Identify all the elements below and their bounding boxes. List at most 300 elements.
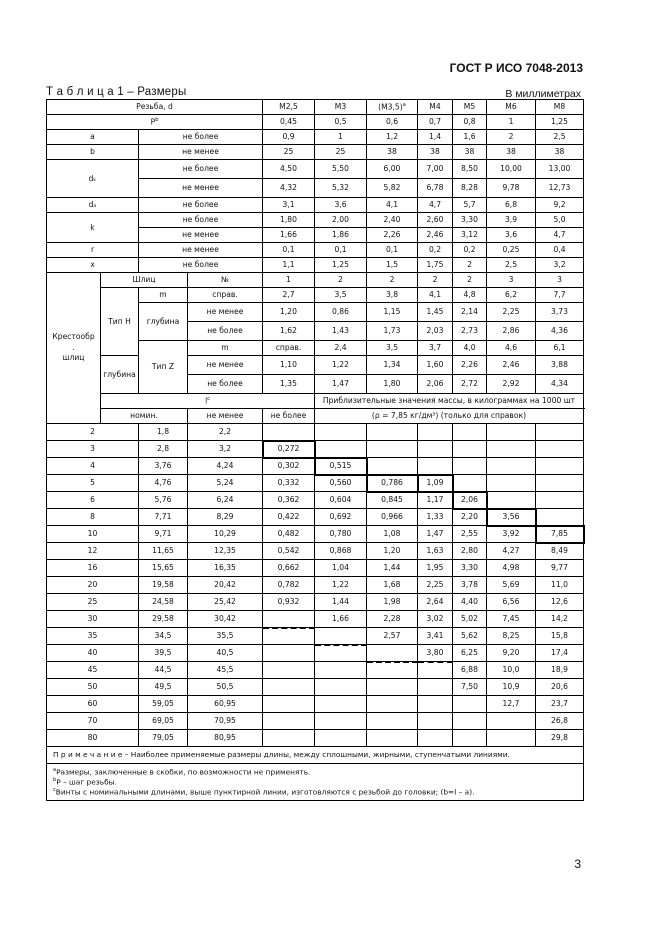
mass-cell: 18,9 <box>536 662 584 679</box>
z-dmin-cell: 1,22 <box>315 356 367 375</box>
limit-label: не более <box>139 213 263 228</box>
k-max-row <box>47 213 584 228</box>
footnote-mark: a <box>53 766 57 773</box>
pitch-cell: 0,5 <box>315 115 367 130</box>
mass-cell: 15,8 <box>536 628 584 645</box>
mass-cell: 29,8 <box>536 730 584 747</box>
length-max: 70,95 <box>188 713 263 730</box>
mass-cell: 0,868 <box>315 543 367 560</box>
b-cell: 38 <box>536 145 584 160</box>
length-nominal: 16 <box>47 560 139 577</box>
k-min-cell: 3,6 <box>487 228 536 243</box>
mass-cell <box>315 424 367 441</box>
length-nominal: 10 <box>47 526 139 543</box>
x-cell: 1,1 <box>263 258 315 273</box>
mass-cell: 2,64 <box>418 594 453 611</box>
mass-cell: 10,0 <box>487 662 536 679</box>
x-cell: 1,75 <box>418 258 453 273</box>
z-dmax-cell: 1,47 <box>315 375 367 394</box>
x-cell: 2 <box>453 258 487 273</box>
z-m-cell: 3,7 <box>418 341 453 356</box>
mass-cell <box>536 441 584 458</box>
mass-cell: 9,77 <box>536 560 584 577</box>
mass-cell <box>315 645 367 662</box>
h-dmax-cell: 2,86 <box>487 322 536 341</box>
h-dmax-cell: 4,36 <box>536 322 584 341</box>
mass-cell <box>453 475 487 492</box>
mass-cell: 2,80 <box>453 543 487 560</box>
thread-row <box>47 100 584 115</box>
mass-cell: 0,422 <box>263 509 315 526</box>
length-max: 16,35 <box>188 560 263 577</box>
standard-header: ГОСТ Р ИСО 7048-2013 <box>449 61 583 75</box>
x-row <box>47 258 584 273</box>
k-max-cell: 2,00 <box>315 213 367 228</box>
ref-label: справ. <box>263 341 315 356</box>
mass-cell: 0,560 <box>315 475 367 492</box>
a-cell: 2,5 <box>536 130 584 145</box>
mass-cell: 2,57 <box>367 628 418 645</box>
k-min-cell: 2,46 <box>418 228 453 243</box>
h-dmin-cell: 1,20 <box>263 303 315 322</box>
mass-caption-2: (ρ = 7,85 кг/дм³) (только для справок) <box>315 409 584 424</box>
length-max: 30,42 <box>188 611 263 628</box>
mass-cell: 0,932 <box>263 594 315 611</box>
a-cell: 2 <box>487 130 536 145</box>
length-nominal: 3 <box>47 441 139 458</box>
dk-min-cell: 4,32 <box>263 179 315 198</box>
mass-cell <box>367 662 418 679</box>
length-row <box>47 713 584 730</box>
mass-cell: 0,542 <box>263 543 315 560</box>
k-max-cell: 3,9 <box>487 213 536 228</box>
z-depth-min-row <box>47 356 584 375</box>
length-row <box>47 577 584 594</box>
pitch-cell: 0,8 <box>453 115 487 130</box>
limit-label: не менее <box>139 228 263 243</box>
mass-cell: 3,41 <box>418 628 453 645</box>
z-dmax-cell: 1,35 <box>263 375 315 394</box>
m-label: m <box>139 288 188 303</box>
mass-cell: 0,966 <box>367 509 418 526</box>
r-row <box>47 243 584 258</box>
length-row <box>47 628 584 645</box>
length-row <box>47 560 584 577</box>
mass-cell <box>487 492 536 509</box>
mass-cell: 9,20 <box>487 645 536 662</box>
mass-cell: 0,332 <box>263 475 315 492</box>
length-row <box>47 458 584 475</box>
length-max: 10,29 <box>188 526 263 543</box>
mass-caption: Приблизительные значения массы, в килограммах на 1000 шт <box>315 394 584 409</box>
nominal-label: номин. <box>101 409 188 424</box>
z-dmin-cell: 1,10 <box>263 356 315 375</box>
mass-cell <box>453 730 487 747</box>
r-cell: 0,1 <box>367 243 418 258</box>
footnotes <box>47 763 584 800</box>
length-row <box>47 509 584 526</box>
limit-label: не менее <box>188 409 263 424</box>
limit-label: не более <box>263 409 315 424</box>
length-nominal: 80 <box>47 730 139 747</box>
ds-cell: 4,7 <box>418 198 453 213</box>
length-nominal: 30 <box>47 611 139 628</box>
length-max: 80,95 <box>188 730 263 747</box>
mass-cell: 2,20 <box>453 509 487 526</box>
length-max: 5,24 <box>188 475 263 492</box>
length-nominal: 60 <box>47 696 139 713</box>
z-dmax-cell: 1,80 <box>367 375 418 394</box>
mass-cell: 1,44 <box>367 560 418 577</box>
mass-cell <box>418 424 453 441</box>
mass-cell: 26,8 <box>536 713 584 730</box>
h-m-row <box>47 288 584 303</box>
limit-label: не более <box>188 375 263 394</box>
thread-cell <box>367 100 418 115</box>
mass-cell: 3,30 <box>453 560 487 577</box>
h-m-cell: 7,7 <box>536 288 584 303</box>
limit-label: не более <box>139 198 263 213</box>
x-cell: 2,5 <box>487 258 536 273</box>
thread-cell-text: (M3,5) <box>378 102 403 112</box>
mass-cell: 0,302 <box>263 458 315 475</box>
dk-max-cell: 8,50 <box>453 160 487 179</box>
h-dmax-cell: 1,43 <box>315 322 367 341</box>
mass-cell <box>536 475 584 492</box>
dk-max-row <box>47 160 584 179</box>
length-max: 60,95 <box>188 696 263 713</box>
h-dmin-cell: 2,25 <box>487 303 536 322</box>
a-cell: 1,4 <box>418 130 453 145</box>
mass-cell: 0,780 <box>315 526 367 543</box>
mass-cell: 20,6 <box>536 679 584 696</box>
mass-cell <box>263 713 315 730</box>
ds-row <box>47 198 584 213</box>
table-body <box>47 100 584 801</box>
slot-no-label: № <box>188 273 263 288</box>
note-row <box>47 747 584 764</box>
mass-cell <box>367 679 418 696</box>
length-min: 59,05 <box>139 696 188 713</box>
mass-cell <box>263 611 315 628</box>
footnote-mark: c <box>53 786 56 793</box>
mass-cell: 4,27 <box>487 543 536 560</box>
mass-cell <box>453 696 487 713</box>
mass-cell <box>418 696 453 713</box>
dk-min-cell: 5,32 <box>315 179 367 198</box>
footnote-a <box>53 767 577 777</box>
mass-cell: 23,7 <box>536 696 584 713</box>
z-dmin-cell: 1,34 <box>367 356 418 375</box>
mass-cell: 6,88 <box>453 662 487 679</box>
mass-cell: 0,362 <box>263 492 315 509</box>
cross-slot-line3: шлиц <box>62 353 85 363</box>
thread-cell: M2,5 <box>263 100 315 115</box>
k-max-cell: 5,0 <box>536 213 584 228</box>
mass-cell <box>487 475 536 492</box>
b-row <box>47 145 584 160</box>
mass-cell <box>453 441 487 458</box>
mass-cell <box>487 713 536 730</box>
thread-cell: M5 <box>453 100 487 115</box>
z-m-cell: 3,5 <box>367 341 418 356</box>
ds-cell: 6,8 <box>487 198 536 213</box>
limit-label: не менее <box>139 179 263 198</box>
mass-cell: 7,50 <box>453 679 487 696</box>
length-row <box>47 492 584 509</box>
length-min: 5,76 <box>139 492 188 509</box>
mass-cell: 0,662 <box>263 560 315 577</box>
mass-cell <box>367 458 418 475</box>
length-max: 40,5 <box>188 645 263 662</box>
length-nominal: 40 <box>47 645 139 662</box>
mass-cell <box>453 424 487 441</box>
mass-cell: 1,68 <box>367 577 418 594</box>
h-m-cell: 3,5 <box>315 288 367 303</box>
footnote-c <box>53 787 577 797</box>
z-dmax-cell: 2,72 <box>453 375 487 394</box>
r-cell: 0,1 <box>263 243 315 258</box>
k-max-cell: 2,40 <box>367 213 418 228</box>
dk-max-cell: 7,00 <box>418 160 453 179</box>
length-max: 20,42 <box>188 577 263 594</box>
mass-cell: 3,02 <box>418 611 453 628</box>
length-row <box>47 730 584 747</box>
a-cell: 1,6 <box>453 130 487 145</box>
mass-cell: 11,0 <box>536 577 584 594</box>
slot-no-cell: 2 <box>367 273 418 288</box>
dk-min-cell: 6,78 <box>418 179 453 198</box>
z-m-cell: 2,4 <box>315 341 367 356</box>
length-nominal: 50 <box>47 679 139 696</box>
cross-slot-line1: Крестообр <box>52 332 95 342</box>
mass-cell: 1,08 <box>367 526 418 543</box>
mass-cell <box>315 662 367 679</box>
length-nominal: 5 <box>47 475 139 492</box>
a-label: a <box>47 130 139 145</box>
length-min: 4,76 <box>139 475 188 492</box>
length-row <box>47 611 584 628</box>
cross-slot-line2: . <box>72 342 75 352</box>
h-dmin-cell: 1,15 <box>367 303 418 322</box>
mass-cell <box>263 662 315 679</box>
length-row <box>47 526 584 543</box>
mass-cell: 1,04 <box>315 560 367 577</box>
mass-cell: 1,33 <box>418 509 453 526</box>
mass-cell <box>536 492 584 509</box>
type-h-label: Тип H <box>101 288 139 356</box>
r-label: r <box>47 243 139 258</box>
mass-cell <box>367 645 418 662</box>
length-min: 15,65 <box>139 560 188 577</box>
mass-cell <box>418 662 453 679</box>
type-z-label: Тип Z <box>139 341 188 394</box>
limit-label: не менее <box>188 303 263 322</box>
pitch-row <box>47 115 584 130</box>
mass-cell <box>487 730 536 747</box>
length-max: 2,2 <box>188 424 263 441</box>
mass-cell <box>453 713 487 730</box>
mass-cell: 10,9 <box>487 679 536 696</box>
note-main: П р и м е ч а н и е – Наиболее применяемые размеры длины, между сплошными, жирными, ступенчатыми линиями. <box>47 747 584 764</box>
h-dmax-cell: 2,73 <box>453 322 487 341</box>
z-m-cell: 6,1 <box>536 341 584 356</box>
dk-min-cell: 9,78 <box>487 179 536 198</box>
mass-cell: 12,7 <box>487 696 536 713</box>
mass-cell: 2,25 <box>418 577 453 594</box>
x-cell: 3,2 <box>536 258 584 273</box>
length-min: 39,5 <box>139 645 188 662</box>
m-label: m <box>188 341 263 356</box>
footnote-mark: c <box>207 395 210 402</box>
mass-cell <box>367 730 418 747</box>
length-nominal: 12 <box>47 543 139 560</box>
r-cell: 0,2 <box>418 243 453 258</box>
b-cell: 38 <box>487 145 536 160</box>
slot-no-cell: 3 <box>536 273 584 288</box>
mass-cell: 3,56 <box>487 509 536 526</box>
length-max: 45,5 <box>188 662 263 679</box>
z-dmin-cell: 1,60 <box>418 356 453 375</box>
mass-cell <box>453 458 487 475</box>
dk-max-cell: 6,00 <box>367 160 418 179</box>
mass-cell <box>315 713 367 730</box>
dk-max-cell: 4,50 <box>263 160 315 179</box>
k-label: k <box>47 213 139 243</box>
b-cell: 38 <box>418 145 453 160</box>
mass-cell: 0,482 <box>263 526 315 543</box>
r-cell: 0,2 <box>453 243 487 258</box>
length-label <box>101 394 315 409</box>
mass-cell: 4,40 <box>453 594 487 611</box>
footnote-text: Размеры, заключенные в скобки, по возможности не применять. <box>56 767 311 777</box>
mass-cell: 0,604 <box>315 492 367 509</box>
depth-label: глубина <box>101 356 139 394</box>
pitch-cell: 0,7 <box>418 115 453 130</box>
pitch-cell: 0,6 <box>367 115 418 130</box>
mass-cell <box>487 458 536 475</box>
length-min: 34,5 <box>139 628 188 645</box>
dk-max-cell: 10,00 <box>487 160 536 179</box>
length-header-row <box>47 394 584 409</box>
mass-cell: 0,782 <box>263 577 315 594</box>
b-cell: 25 <box>315 145 367 160</box>
pitch-label <box>47 115 263 130</box>
mass-cell <box>536 458 584 475</box>
limit-label: не более <box>139 160 263 179</box>
slot-no-cell: 2 <box>315 273 367 288</box>
mass-cell: 7,45 <box>487 611 536 628</box>
units-label: В миллиметрах <box>505 88 581 100</box>
a-row <box>47 130 584 145</box>
footnote-mark: b <box>155 116 159 123</box>
limit-label: не более <box>139 130 263 145</box>
mass-cell: 0,845 <box>367 492 418 509</box>
length-max: 35,5 <box>188 628 263 645</box>
h-dmin-cell: 1,45 <box>418 303 453 322</box>
length-nominal: 25 <box>47 594 139 611</box>
mass-cell <box>418 458 453 475</box>
length-max: 8,29 <box>188 509 263 526</box>
k-min-cell: 1,86 <box>315 228 367 243</box>
length-min: 2,8 <box>139 441 188 458</box>
length-row <box>47 594 584 611</box>
z-dmin-cell: 2,26 <box>453 356 487 375</box>
dk-max-cell: 5,50 <box>315 160 367 179</box>
page-number: 3 <box>574 857 581 871</box>
mass-cell: 2,55 <box>453 526 487 543</box>
mass-cell <box>487 441 536 458</box>
h-dmin-cell: 2,14 <box>453 303 487 322</box>
mass-cell <box>315 696 367 713</box>
h-dmin-cell: 3,73 <box>536 303 584 322</box>
slot-no-cell: 2 <box>418 273 453 288</box>
length-min: 11,65 <box>139 543 188 560</box>
mass-cell: 3,80 <box>418 645 453 662</box>
mass-cell <box>263 679 315 696</box>
length-min: 29,58 <box>139 611 188 628</box>
k-max-cell: 2,60 <box>418 213 453 228</box>
mass-cell: 0,272 <box>263 441 315 458</box>
mass-cell: 7,85 <box>536 526 584 543</box>
length-min: 44,5 <box>139 662 188 679</box>
length-min: 69,05 <box>139 713 188 730</box>
mass-cell <box>418 441 453 458</box>
x-cell: 1,25 <box>315 258 367 273</box>
k-max-cell: 3,30 <box>453 213 487 228</box>
length-row <box>47 475 584 492</box>
table-title: Т а б л и ц а 1 – Размеры <box>46 86 187 98</box>
ref-label: справ. <box>188 288 263 303</box>
length-min: 1,8 <box>139 424 188 441</box>
thread-cell: M8 <box>536 100 584 115</box>
limit-label: не более <box>139 258 263 273</box>
h-dmax-cell: 1,73 <box>367 322 418 341</box>
mass-cell: 4,98 <box>487 560 536 577</box>
length-nominal: 70 <box>47 713 139 730</box>
mass-cell: 5,02 <box>453 611 487 628</box>
footnote-text: P – шаг резьбы. <box>56 777 117 787</box>
thread-cell: M6 <box>487 100 536 115</box>
z-dmax-cell: 2,92 <box>487 375 536 394</box>
length-row <box>47 441 584 458</box>
mass-cell: 1,20 <box>367 543 418 560</box>
mass-cell <box>263 730 315 747</box>
length-min: 24,58 <box>139 594 188 611</box>
slot-no-cell: 3 <box>487 273 536 288</box>
length-max: 4,24 <box>188 458 263 475</box>
k-max-cell: 1,80 <box>263 213 315 228</box>
h-dmax-cell: 1,62 <box>263 322 315 341</box>
dk-max-cell: 13,00 <box>536 160 584 179</box>
length-min: 3,76 <box>139 458 188 475</box>
mass-cell: 1,95 <box>418 560 453 577</box>
h-m-cell: 4,8 <box>453 288 487 303</box>
dk-min-cell: 5,82 <box>367 179 418 198</box>
mass-cell: 0,786 <box>367 475 418 492</box>
slot-no-cell: 1 <box>263 273 315 288</box>
k-min-cell: 3,12 <box>453 228 487 243</box>
limit-label: не менее <box>139 145 263 160</box>
k-min-cell: 1,66 <box>263 228 315 243</box>
mass-cell <box>315 730 367 747</box>
footnote-mark: b <box>53 776 57 783</box>
k-min-cell: 2,26 <box>367 228 418 243</box>
dk-label: dₖ <box>47 160 139 198</box>
dk-min-cell: 8,28 <box>453 179 487 198</box>
b-cell: 25 <box>263 145 315 160</box>
z-dmin-cell: 2,46 <box>487 356 536 375</box>
